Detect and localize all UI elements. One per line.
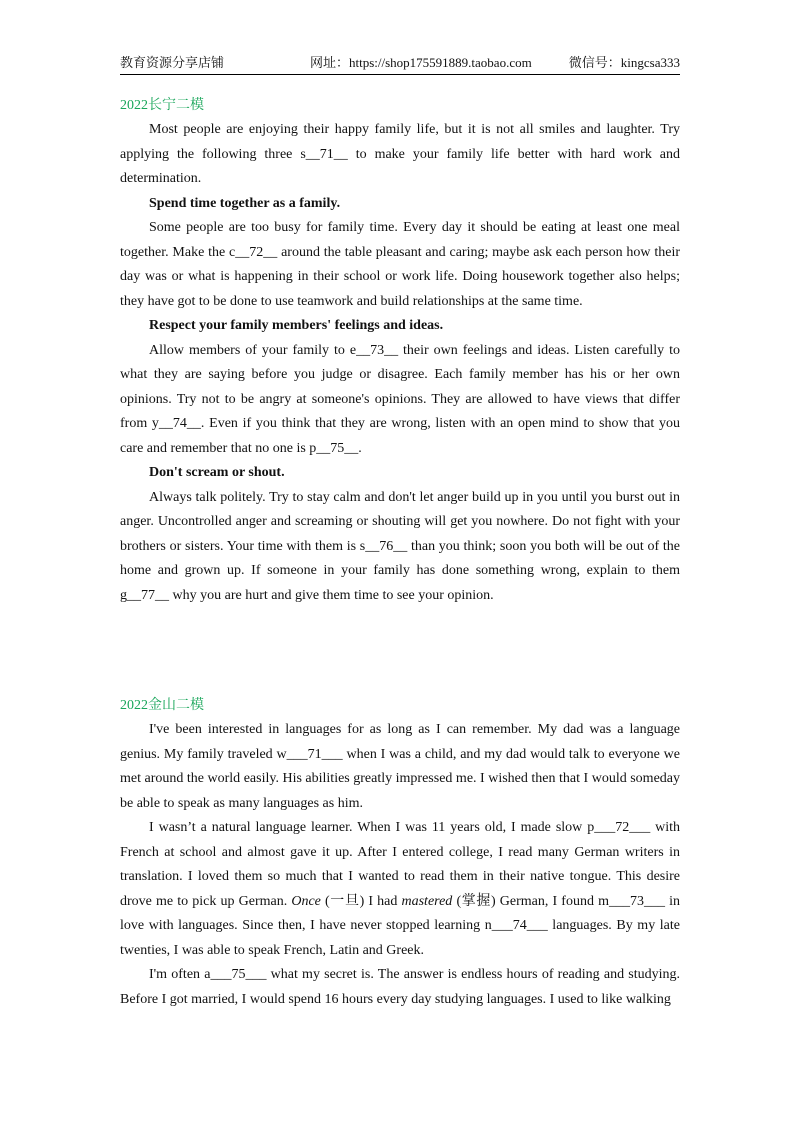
paragraph: I'm often a___75___ what my secret is. The answer is endless hours of reading and studying. Before I got married, I would spend 16 hours every day studying languages. I used to like walking	[120, 967, 680, 1007]
header-wechat: 微信号：kingcsa333	[568, 55, 680, 70]
paragraph-text: (一旦) I had	[320, 893, 402, 909]
paragraph-text: I wasn’t a natural language learner. When I was 11 years old, I made slow p___72___ with French at school and almost gave it up. After I entered college, I read many German writers in translation. I loved them so much that I wanted to read them in their native tongue. This desire drove me to pick up German.	[120, 820, 680, 909]
section-title: 2022长宁二模	[120, 98, 204, 113]
paragraph: Some people are too busy for family time. Every day it should be eating at least one meal together. Make the c__72__ around the table pleasant and caring; maybe ask each person how their day was or what is happening in their school or work life. Doing housework together also helps; they have got to be done to use teamwork and build relationships at the same time.	[120, 220, 680, 309]
paragraph	[120, 816, 680, 963]
italic-word: Once	[291, 893, 321, 909]
paragraph: I've been interested in languages for as long as I can remember. My dad was a language genius. My family traveled w___71___ when I was a child, and my dad would talk to everyone we met around the world easily. His abilities greatly impressed me. I wished then that I would someday be able to speak as many languages as him.	[120, 722, 680, 811]
section-changning	[120, 94, 680, 608]
paragraph: Most people are enjoying their happy family life, but it is not all smiles and laughter. Try applying the following three s__71__ to make your family life better with hard work and determination.	[120, 122, 680, 186]
paragraph: Allow members of your family to e__73__ their own feelings and ideas. Listen carefully to what they are saying before you judge or disagree. Each family member has his or her own opinions. Try not to be angry at someone's opinions. They are allowed to have views that differ from y__74__. Even if you think that they are wrong, listen with an open mind to show that you care and remember that no one is p__75__.	[120, 342, 680, 456]
header-shop-name: 教育资源分享店铺	[120, 55, 225, 70]
header-url[interactable]: 网址：https://shop175591889.taobao.com	[310, 55, 532, 70]
italic-word: mastered	[401, 893, 453, 909]
paragraph: Always talk politely. Try to stay calm and don't let anger build up in you until you burst out in anger. Uncontrolled anger and screaming or shouting will get you nowhere. Do not fight with your brothers or sisters. Your time with them is s__76__ than you think; soon you both will be out of the home and grown up. If someone in your family has done something wrong, explain to them g__77__ why you are hurt and give them time to see your opinion.	[120, 489, 680, 603]
subheading: Don't scream or shout.	[149, 465, 285, 480]
subheading: Spend time together as a family.	[149, 195, 341, 211]
paragraph-text: (掌握) German, I found m___73___ in love with languages. Since then, I have never stopped learning n___74___ languages. By my late twenties, I was able to speak French, Latin and Greek.	[120, 893, 680, 958]
page-header	[120, 52, 680, 75]
section-jinshan	[120, 694, 680, 1012]
section-title: 2022金山二模	[120, 698, 204, 713]
subheading: Respect your family members' feelings and ideas.	[149, 318, 444, 333]
